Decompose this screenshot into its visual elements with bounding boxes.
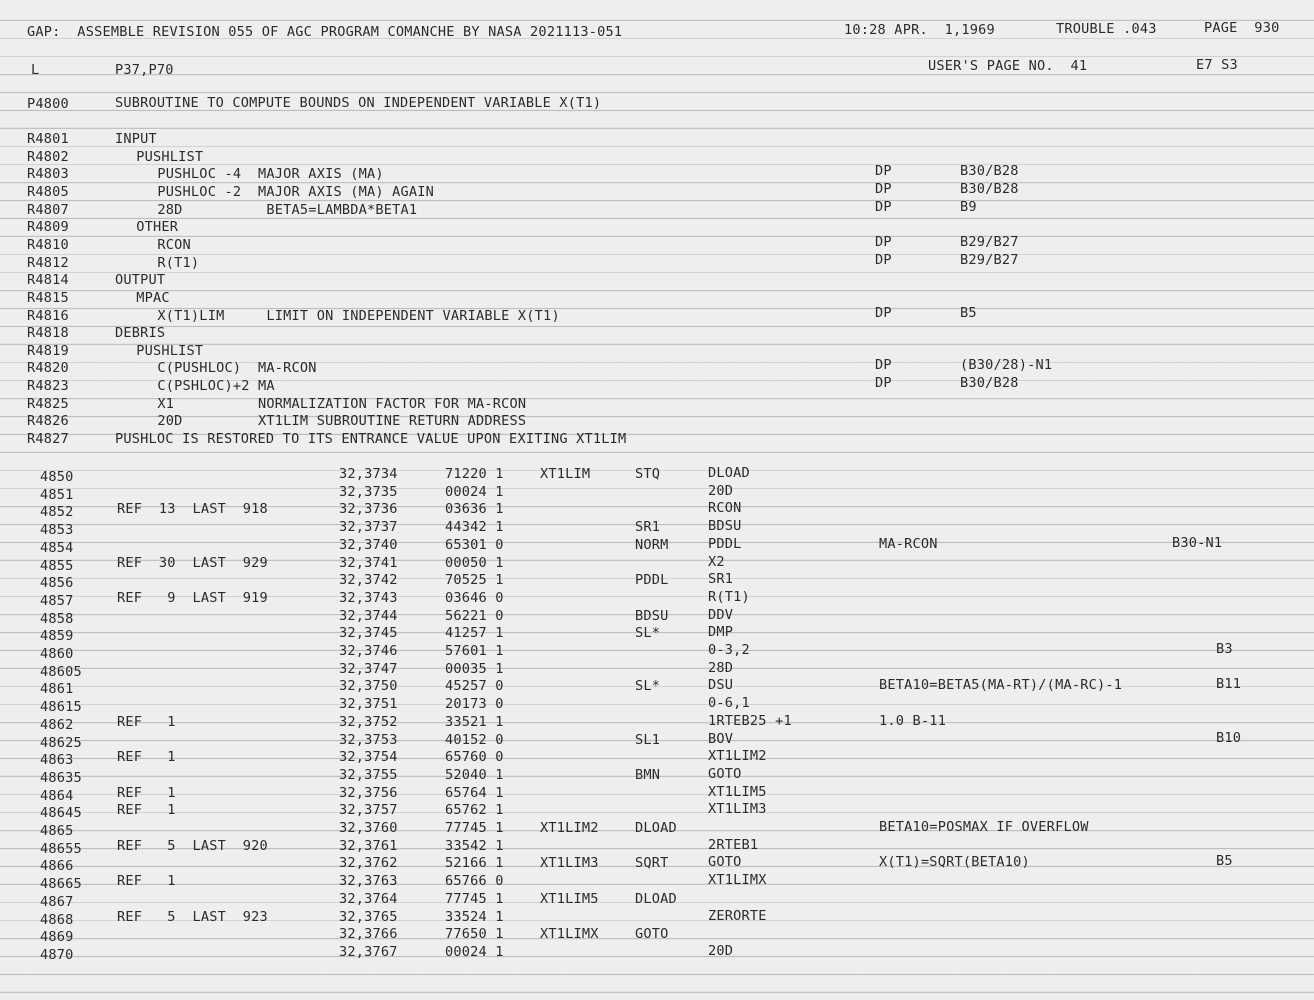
listing-line-number: 4850 xyxy=(40,469,74,485)
listing-reference: REF 5 LAST 920 xyxy=(117,838,268,854)
listing-line-number: 4852 xyxy=(40,504,74,520)
remark-scale: B29/B27 xyxy=(960,252,1019,268)
listing-operand: XT1LIM3 xyxy=(708,801,767,817)
listing-word: 03646 0 xyxy=(445,590,504,606)
listing-word: 20173 0 xyxy=(445,696,504,712)
remark-scale: B5 xyxy=(960,305,977,321)
listing-comment: MA-RCON xyxy=(879,536,938,552)
listing-opcode: STQ xyxy=(635,466,661,482)
remark-text: 20D XT1LIM SUBROUTINE RETURN ADDRESS xyxy=(157,413,527,429)
listing-opcode: NORM xyxy=(635,537,669,553)
remark-text: C(PSHLOC)+2 MA xyxy=(157,378,275,394)
listing-line-number: 4853 xyxy=(40,522,74,538)
listing-opcode: DLOAD xyxy=(635,891,677,907)
listing-label: XT1LIM2 xyxy=(540,820,599,836)
listing-line-number: 4865 xyxy=(40,823,74,839)
remark-text: C(PUSHLOC) MA-RCON xyxy=(157,360,317,376)
listing-opcode: SL* xyxy=(635,625,661,641)
listing-opcode: BMN xyxy=(635,767,661,783)
remark-text: DEBRIS xyxy=(115,325,166,341)
listing-line-number: 4864 xyxy=(40,788,74,804)
remark-precision: DP xyxy=(875,305,892,321)
remark-text: INPUT xyxy=(115,131,157,147)
listing-word: 41257 1 xyxy=(445,625,504,641)
remark-precision: DP xyxy=(875,252,892,268)
listing-word: 00024 1 xyxy=(445,944,504,960)
listing-word: 33521 1 xyxy=(445,714,504,730)
listing-reference: REF 1 xyxy=(117,873,176,889)
listing-location: 32,3761 xyxy=(339,838,398,854)
listing-operand: DMP xyxy=(708,624,734,640)
listing-location: 32,3760 xyxy=(339,820,398,836)
remark-text: MPAC xyxy=(136,290,170,306)
listing-location: 32,3742 xyxy=(339,572,398,588)
listing-word: 70525 1 xyxy=(445,572,504,588)
listing-operand: RCON xyxy=(708,500,742,516)
listing-opcode: SQRT xyxy=(635,855,669,871)
listing-label: XT1LIM xyxy=(540,466,591,482)
listing-word: 52166 1 xyxy=(445,855,504,871)
listing-operand: ZERORTE xyxy=(708,908,767,924)
listing-scale: B3 xyxy=(1216,641,1233,657)
remark-number: R4807 xyxy=(27,202,69,218)
listing-location: 32,3743 xyxy=(339,590,398,606)
listing-operand: GOTO xyxy=(708,854,742,870)
listing-operand: XT1LIM5 xyxy=(708,784,767,800)
listing-location: 32,3735 xyxy=(339,484,398,500)
remark-text: OTHER xyxy=(136,219,179,235)
remark-precision: DP xyxy=(875,163,892,179)
subheader-programs: P37,P70 xyxy=(115,62,174,78)
remark-number: R4809 xyxy=(27,219,69,235)
listing-location: 32,3746 xyxy=(339,643,398,659)
remark-number: R4815 xyxy=(27,290,69,306)
listing-location: 32,3737 xyxy=(339,519,398,535)
listing-reference: REF 1 xyxy=(117,802,176,818)
listing-scale: B5 xyxy=(1216,853,1233,869)
listing-opcode: SL1 xyxy=(635,732,661,748)
listing-reference: REF 9 LAST 919 xyxy=(117,590,268,606)
remark-precision: DP xyxy=(875,375,892,391)
listing-operand: BDSU xyxy=(708,518,742,534)
listing-reference: REF 13 LAST 918 xyxy=(117,501,268,517)
listing-word: 77745 1 xyxy=(445,820,504,836)
listing-location: 32,3762 xyxy=(339,855,398,871)
listing-location: 32,3750 xyxy=(339,678,398,694)
subheader-mark: L xyxy=(31,62,40,78)
listing-operand: 20D xyxy=(708,943,734,959)
listing-operand: X2 xyxy=(708,554,725,570)
listing-word: 77650 1 xyxy=(445,926,504,942)
header-title: GAP: ASSEMBLE REVISION 055 OF AGC PROGRAM COMANCHE BY NASA 2021113-051 xyxy=(27,24,623,40)
listing-location: 32,3745 xyxy=(339,625,398,641)
listing-word: 57601 1 xyxy=(445,643,504,659)
listing-opcode: SL* xyxy=(635,678,661,694)
listing-line-number: 4851 xyxy=(40,487,74,503)
listing-opcode: PDDL xyxy=(635,572,669,588)
header-page: PAGE 930 xyxy=(1204,20,1280,36)
remark-number: R4810 xyxy=(27,237,69,253)
listing-location: 32,3740 xyxy=(339,537,398,553)
listing-location: 32,3764 xyxy=(339,891,398,907)
listing-reference: REF 30 LAST 929 xyxy=(117,555,268,571)
listing-opcode: BDSU xyxy=(635,608,669,624)
listing-word: 65762 1 xyxy=(445,802,504,818)
listing-word: 65760 0 xyxy=(445,749,504,765)
listing-line-number: 48605 xyxy=(40,664,82,680)
listing-location: 32,3734 xyxy=(339,466,398,482)
remark-text: PUSHLOC IS RESTORED TO ITS ENTRANCE VALUE UPON EXITING XT1LIM xyxy=(115,431,627,447)
header-trouble: TROUBLE .043 xyxy=(1056,21,1157,37)
listing-line-number: 4854 xyxy=(40,540,74,556)
remark-scale: B30/B28 xyxy=(960,375,1019,391)
remark-number: R4818 xyxy=(27,325,69,341)
remark-number: R4801 xyxy=(27,131,69,147)
listing-label: XT1LIM3 xyxy=(540,855,599,871)
listing-scale: B11 xyxy=(1216,676,1242,692)
listing-line-number: 4855 xyxy=(40,558,74,574)
listing-operand: 20D xyxy=(708,483,734,499)
listing-location: 32,3755 xyxy=(339,767,398,783)
subroutine-label: P4800 xyxy=(27,96,69,112)
remark-text: PUSHLIST xyxy=(136,343,204,359)
remark-scale: B9 xyxy=(960,199,977,215)
remark-number: R4823 xyxy=(27,378,69,394)
listing-reference: REF 1 xyxy=(117,785,176,801)
remark-text: X(T1)LIM LIMIT ON INDEPENDENT VARIABLE X(T1) xyxy=(157,308,560,324)
listing-location: 32,3767 xyxy=(339,944,398,960)
listing-scale: B10 xyxy=(1216,730,1242,746)
listing-word: 33524 1 xyxy=(445,909,504,925)
remark-scale: B30/B28 xyxy=(960,163,1019,179)
listing-line-number: 48635 xyxy=(40,770,82,786)
listing-line-number: 48655 xyxy=(40,841,82,857)
listing-line-number: 4861 xyxy=(40,681,74,697)
listing-location: 32,3756 xyxy=(339,785,398,801)
listing-line-number: 48665 xyxy=(40,876,82,892)
listing-location: 32,3741 xyxy=(339,555,398,571)
listing-line-number: 4856 xyxy=(40,575,74,591)
listing-word: 65301 0 xyxy=(445,537,504,553)
remark-text: RCON xyxy=(157,237,191,253)
listing-operand: 0-6,1 xyxy=(708,695,750,711)
listing-word: 40152 0 xyxy=(445,732,504,748)
listing-line-number: 48615 xyxy=(40,699,82,715)
listing-word: 65764 1 xyxy=(445,785,504,801)
listing-word: 45257 0 xyxy=(445,678,504,694)
listing-word: 44342 1 xyxy=(445,519,504,535)
listing-line-number: 48645 xyxy=(40,805,82,821)
listing-location: 32,3744 xyxy=(339,608,398,624)
listing-comment: BETA10=POSMAX IF OVERFLOW xyxy=(879,819,1089,835)
listing-comment: 1.0 B-11 xyxy=(879,713,947,729)
listing-line-number: 4866 xyxy=(40,858,74,874)
listing-line-number: 4857 xyxy=(40,593,74,609)
listing-opcode: SR1 xyxy=(635,519,661,535)
remark-text: PUSHLOC -2 MAJOR AXIS (MA) AGAIN xyxy=(157,184,435,200)
listing-operand: 2RTEB1 xyxy=(708,837,759,853)
listing-operand: PDDL xyxy=(708,536,742,552)
remark-scale: B30/B28 xyxy=(960,181,1019,197)
listing-location: 32,3763 xyxy=(339,873,398,889)
listing-location: 32,3747 xyxy=(339,661,398,677)
listing-line-number: 4870 xyxy=(40,947,74,963)
listing-opcode: GOTO xyxy=(635,926,669,942)
subheader-code: E7 S3 xyxy=(1196,57,1238,73)
remark-number: R4812 xyxy=(27,255,69,271)
remark-number: R4805 xyxy=(27,184,69,200)
listing-operand: 0-3,2 xyxy=(708,642,750,658)
subroutine-title: SUBROUTINE TO COMPUTE BOUNDS ON INDEPENDENT VARIABLE X(T1) xyxy=(115,95,602,111)
listing-location: 32,3751 xyxy=(339,696,398,712)
listing-operand: SR1 xyxy=(708,571,734,587)
remark-number: R4803 xyxy=(27,166,69,182)
listing-line-number: 4863 xyxy=(40,752,74,768)
listing-line-number: 4867 xyxy=(40,894,74,910)
subheader-user-page: USER'S PAGE NO. 41 xyxy=(928,58,1088,74)
listing-operand: R(T1) xyxy=(708,589,750,605)
remark-scale: (B30/28)-N1 xyxy=(960,357,1053,373)
listing-opcode: DLOAD xyxy=(635,820,677,836)
listing-line-number: 4858 xyxy=(40,611,74,627)
listing-word: 00050 1 xyxy=(445,555,504,571)
listing-location: 32,3754 xyxy=(339,749,398,765)
remark-number: R4802 xyxy=(27,149,69,165)
remark-text: X1 NORMALIZATION FACTOR FOR MA-RCON xyxy=(157,396,527,412)
remark-scale: B29/B27 xyxy=(960,234,1019,250)
listing-word: 03636 1 xyxy=(445,501,504,517)
remark-number: R4819 xyxy=(27,343,69,359)
listing-label: XT1LIM5 xyxy=(540,891,599,907)
listing-line-number: 4868 xyxy=(40,912,74,928)
listing-line-number: 4862 xyxy=(40,717,74,733)
remark-text: OUTPUT xyxy=(115,272,166,288)
listing-word: 52040 1 xyxy=(445,767,504,783)
listing-comment: BETA10=BETA5(MA-RT)/(MA-RC)-1 xyxy=(879,677,1123,693)
listing-word: 77745 1 xyxy=(445,891,504,907)
remark-text: PUSHLOC -4 MAJOR AXIS (MA) xyxy=(157,166,384,182)
remark-text: R(T1) xyxy=(157,255,200,271)
listing-operand: DSU xyxy=(708,677,734,693)
remark-text: PUSHLIST xyxy=(136,149,204,165)
listing-line-number: 48625 xyxy=(40,735,82,751)
listing-word: 65766 0 xyxy=(445,873,504,889)
listing-location: 32,3757 xyxy=(339,802,398,818)
listing-operand: 28D xyxy=(708,660,734,676)
listing-location: 32,3753 xyxy=(339,732,398,748)
listing-word: 00035 1 xyxy=(445,661,504,677)
remark-number: R4826 xyxy=(27,413,69,429)
remark-number: R4820 xyxy=(27,360,69,376)
listing-operand: DDV xyxy=(708,607,734,623)
listing-reference: REF 5 LAST 923 xyxy=(117,909,268,925)
listing-word: 33542 1 xyxy=(445,838,504,854)
remark-number: R4814 xyxy=(27,272,69,288)
listing-operand: XT1LIM2 xyxy=(708,748,767,764)
listing-word: 71220 1 xyxy=(445,466,504,482)
remark-precision: DP xyxy=(875,234,892,250)
listing-operand: BOV xyxy=(708,731,734,747)
remark-precision: DP xyxy=(875,357,892,373)
remark-number: R4816 xyxy=(27,308,69,324)
remark-number: R4827 xyxy=(27,431,69,447)
listing-operand: XT1LIMX xyxy=(708,872,767,888)
listing-label: XT1LIMX xyxy=(540,926,599,942)
listing-location: 32,3765 xyxy=(339,909,398,925)
remark-precision: DP xyxy=(875,199,892,215)
listing-scale: B30-N1 xyxy=(1172,535,1223,551)
remark-precision: DP xyxy=(875,181,892,197)
remark-number: R4825 xyxy=(27,396,69,412)
listing-operand: 1RTEB25 +1 xyxy=(708,713,792,729)
listing-reference: REF 1 xyxy=(117,749,176,765)
listing-operand: GOTO xyxy=(708,766,742,782)
listing-line-number: 4869 xyxy=(40,929,74,945)
listing-reference: REF 1 xyxy=(117,714,176,730)
header-time: 10:28 APR. 1,1969 xyxy=(844,22,995,38)
listing-word: 00024 1 xyxy=(445,484,504,500)
listing-location: 32,3766 xyxy=(339,926,398,942)
listing-word: 56221 0 xyxy=(445,608,504,624)
listing-location: 32,3736 xyxy=(339,501,398,517)
listing-line-number: 4859 xyxy=(40,628,74,644)
listing-location: 32,3752 xyxy=(339,714,398,730)
remark-text: 28D BETA5=LAMBDA*BETA1 xyxy=(157,202,418,218)
listing-line-number: 4860 xyxy=(40,646,74,662)
listing-operand: DLOAD xyxy=(708,465,750,481)
listing-comment: X(T1)=SQRT(BETA10) xyxy=(879,854,1030,870)
